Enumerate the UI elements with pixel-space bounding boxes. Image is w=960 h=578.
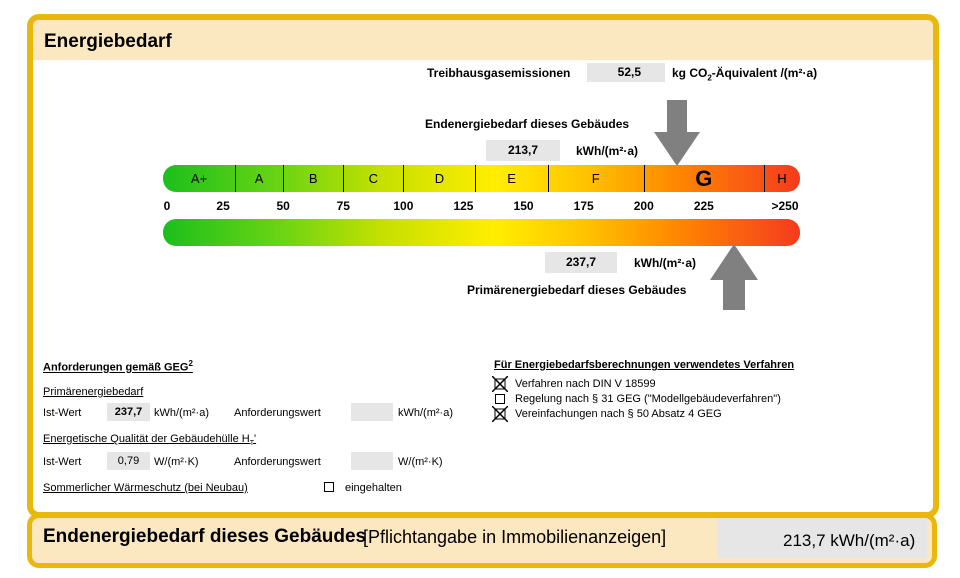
primary-req-value xyxy=(351,403,393,421)
summer-protection-label: Sommerlicher Wärmeschutz (bei Neubau) xyxy=(43,482,248,494)
end-energy-value: 213,7 xyxy=(486,140,560,161)
energy-class-d: D xyxy=(434,171,445,186)
energy-class-f: F xyxy=(591,171,600,186)
primary-energy-label: Primärenergiebedarf dieses Gebäudes xyxy=(467,283,687,297)
scale-tick-label: 225 xyxy=(693,199,714,213)
procedure-checkbox-checked[interactable] xyxy=(492,376,508,392)
envelope-req-unit: W/(m²·K) xyxy=(398,456,443,468)
primary-energy-arrow-icon xyxy=(710,244,758,312)
end-energy-arrow-icon xyxy=(654,100,700,168)
primary-ist-label: Ist-Wert xyxy=(43,407,82,419)
envelope-ist-unit: W/(m²·K) xyxy=(154,456,199,468)
class-divider xyxy=(283,165,284,192)
footer-value: 213,7 kWh/(m²·a) xyxy=(783,531,916,550)
summer-protection-check-label: eingehalten xyxy=(345,482,402,494)
energy-class-b: B xyxy=(308,171,318,186)
scale-tick-label: 100 xyxy=(393,199,414,213)
primary-req-label: Anforderungswert xyxy=(234,407,321,419)
end-energy-unit: kWh/(m²·a) xyxy=(576,144,638,158)
class-divider xyxy=(343,165,344,192)
procedure-checkbox[interactable] xyxy=(495,394,505,404)
energy-class-scale xyxy=(163,165,800,192)
class-divider xyxy=(548,165,549,192)
energy-class-h: H xyxy=(777,171,787,186)
emissions-unit: kg $CO_2$-Äquivalent /(m²·a) xyxy=(672,66,818,83)
procedure-item-label: Vereinfachungen nach § 50 Absatz 4 GEG xyxy=(515,408,722,420)
scale-tick-label: 0 xyxy=(163,199,171,213)
primary-ist-value: 237,7 xyxy=(107,403,150,421)
footer-note: [Pflichtangabe in Immobilienanzeigen] xyxy=(363,527,667,547)
scale-tick-label: 75 xyxy=(336,199,350,213)
energy-class-c: C xyxy=(368,171,379,186)
procedure-title: Für Energiebedarfsberechnungen verwendetes Verfahren xyxy=(494,359,795,371)
scale-tick-label: 150 xyxy=(513,199,534,213)
procedure-item-label: Regelung nach § 31 GEG ("Modellgebäudeverfahren") xyxy=(515,393,781,405)
envelope-heading: Energetische Qualität der Gebäudehülle $H_T'$ xyxy=(43,433,257,448)
energy-class-g: G xyxy=(695,166,713,191)
scale-tick-label: 200 xyxy=(633,199,654,213)
summer-protection-checkbox[interactable] xyxy=(324,482,334,492)
class-divider xyxy=(475,165,476,192)
class-divider xyxy=(403,165,404,192)
class-divider xyxy=(235,165,236,192)
envelope-ist-value: 0,79 xyxy=(107,452,150,470)
envelope-req-value xyxy=(351,452,393,470)
scale-tick-label: 25 xyxy=(216,199,230,213)
emissions-value: 52,5 xyxy=(587,63,665,82)
envelope-req-label: Anforderungswert xyxy=(234,456,321,468)
end-energy-label: Endenergiebedarf dieses Gebäudes xyxy=(425,117,630,131)
class-divider xyxy=(764,165,765,192)
envelope-ist-label: Ist-Wert xyxy=(43,456,82,468)
primary-energy-unit: kWh/(m²·a) xyxy=(634,256,696,270)
energy-class-a: A xyxy=(254,171,264,186)
primary-energy-value: 237,7 xyxy=(545,252,617,273)
procedure-checkbox-checked[interactable] xyxy=(492,406,508,422)
primary-ist-unit: kWh/(m²·a) xyxy=(154,407,209,419)
scale-tick-label: 125 xyxy=(453,199,474,213)
scale-tick-label: 50 xyxy=(276,199,290,213)
scale-tick-label: >250 xyxy=(771,199,799,213)
emissions-label: Treibhausgasemissionen xyxy=(427,66,571,80)
primary-req-unit: kWh/(m²·a) xyxy=(398,407,453,419)
primary-requirements-heading: Primärenergiebedarf xyxy=(43,386,144,398)
scale-tick-label: 175 xyxy=(573,199,594,213)
class-divider xyxy=(644,165,645,192)
energy-class-a-plus: A+ xyxy=(190,171,208,186)
procedure-item-label: Verfahren nach DIN V 18599 xyxy=(515,378,656,390)
panel-title: Energiebedarf xyxy=(44,31,172,52)
energy-class-e: E xyxy=(507,171,516,186)
requirements-title: Anforderungen gemäß GEG$^2$ xyxy=(43,359,193,374)
energy-gradient-bar xyxy=(163,219,800,246)
footer-label: Endenergiebedarf dieses Gebäudes xyxy=(43,526,367,547)
